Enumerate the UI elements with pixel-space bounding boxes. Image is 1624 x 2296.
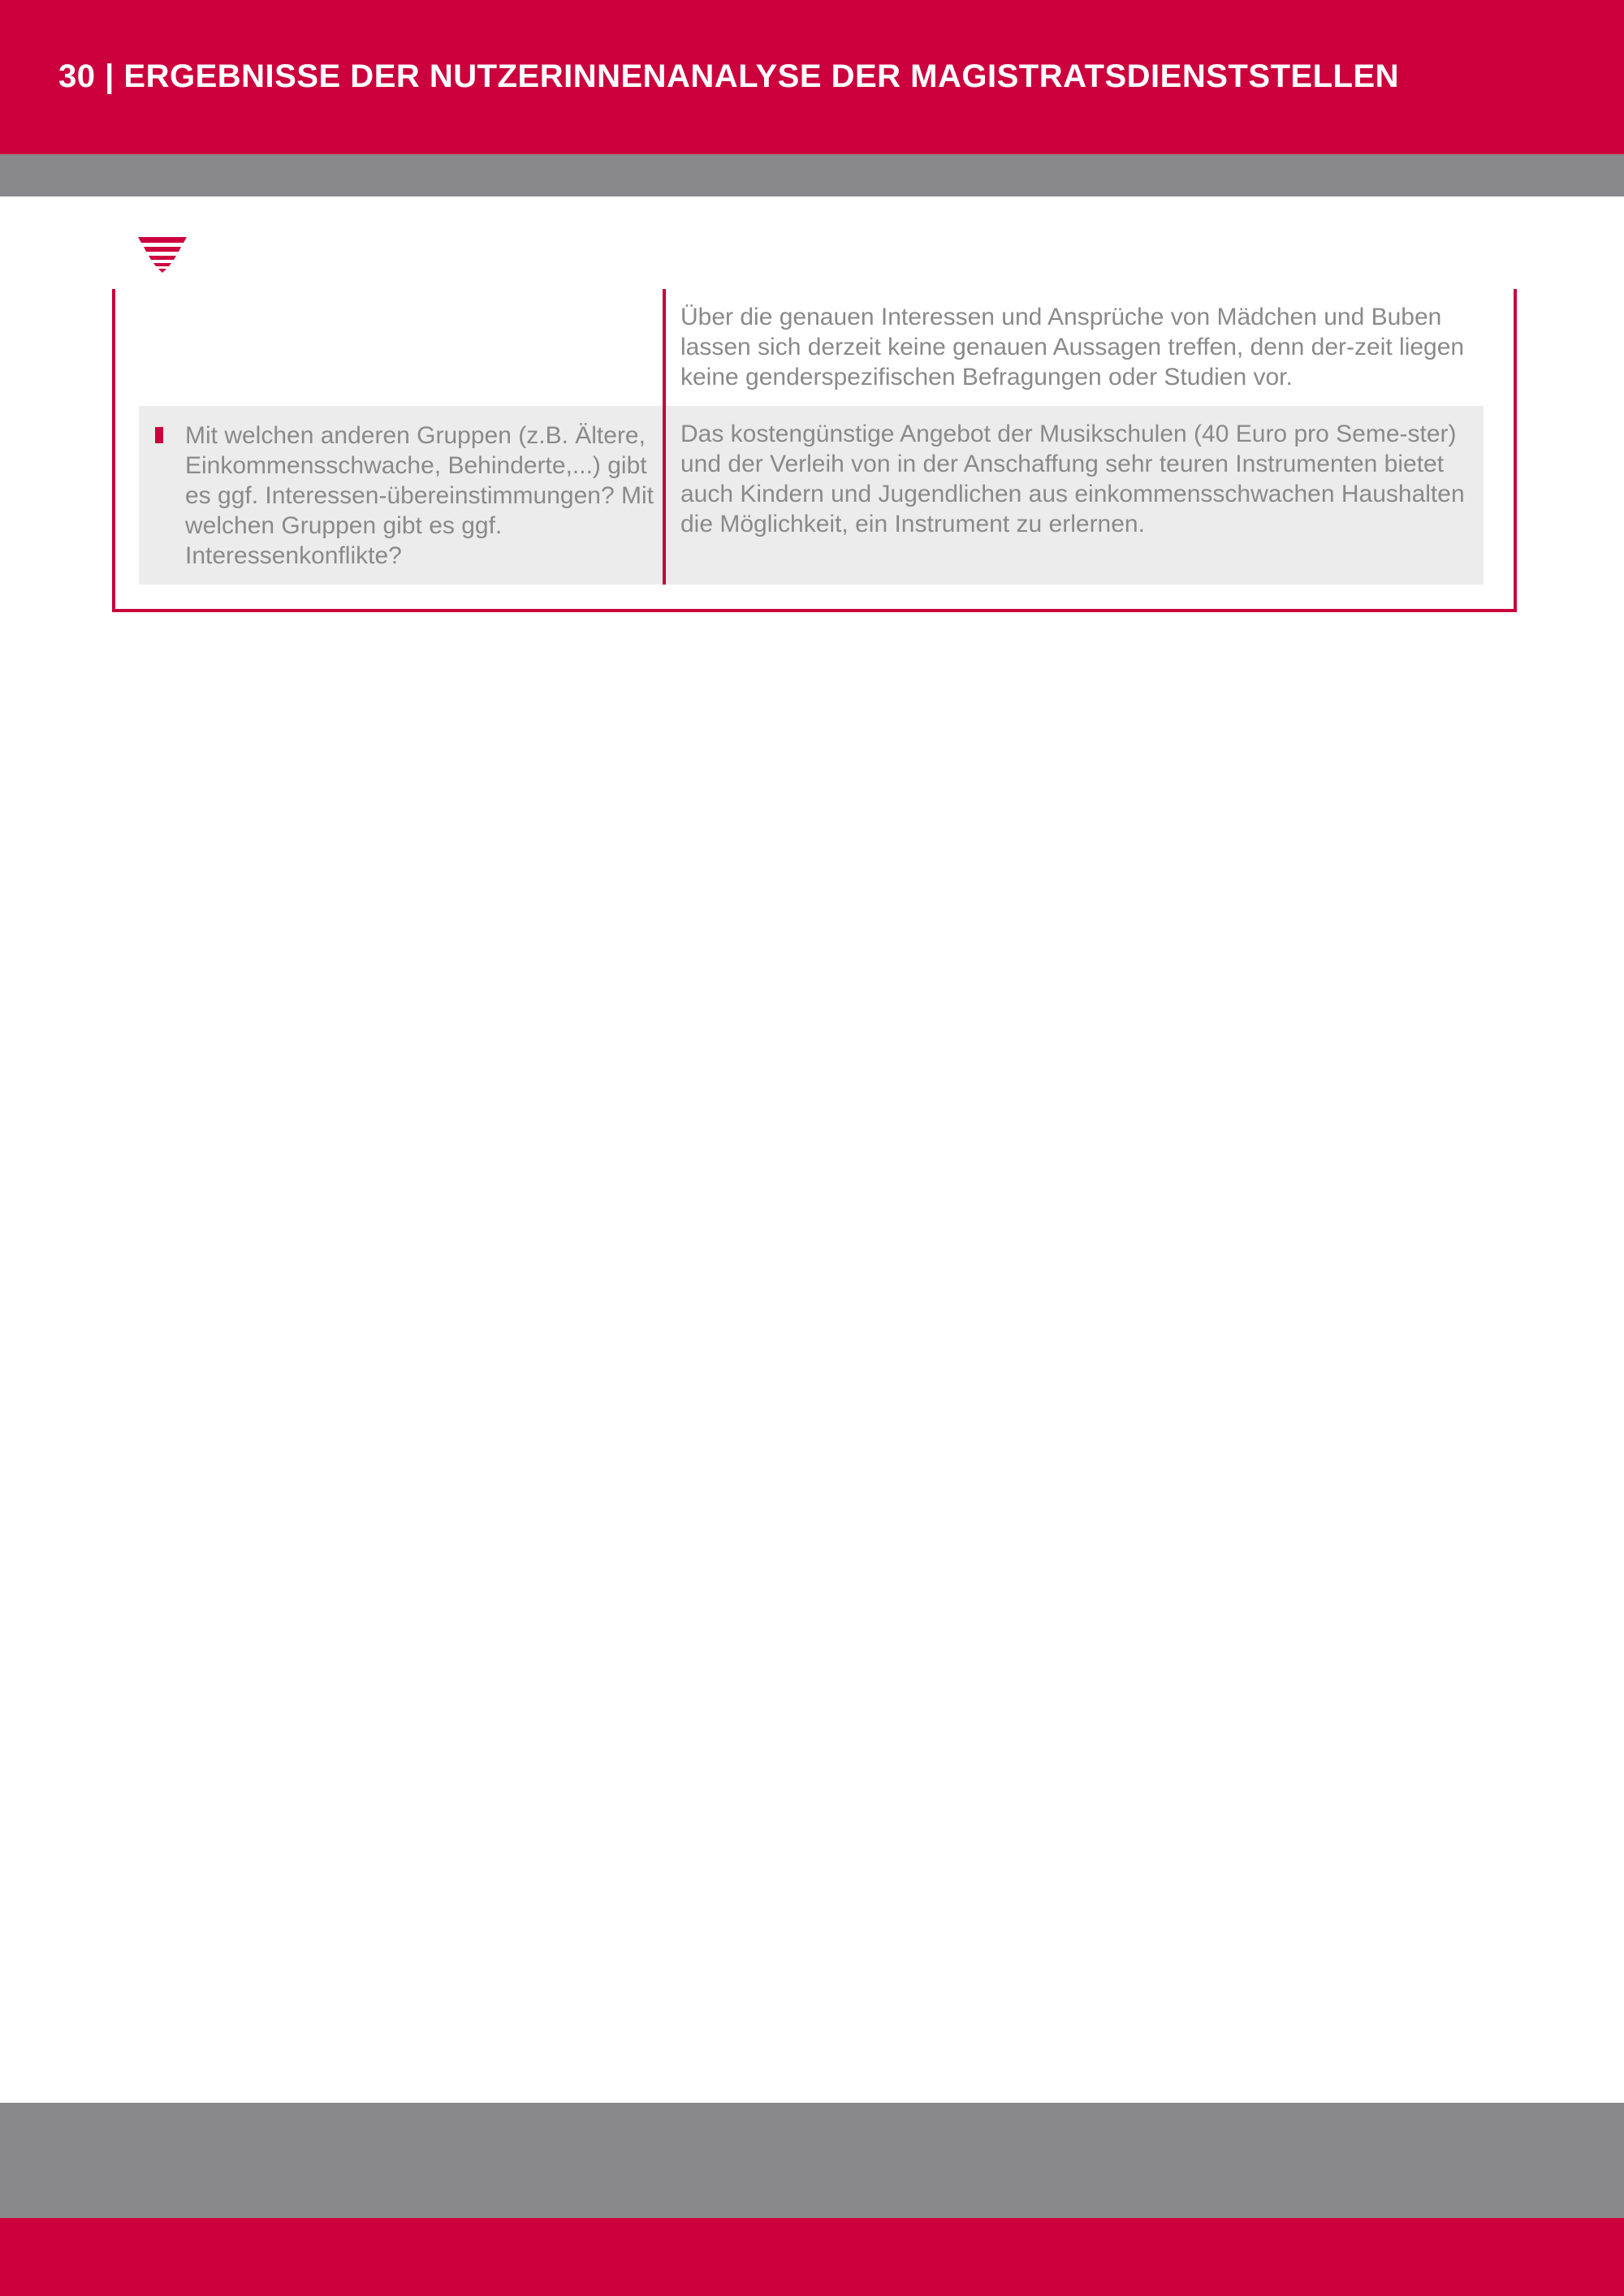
table-row-2-answer: Das kostengünstige Angebot der Musikschulen (40 Euro pro Seme-ster) und der Verleih von in der Anschaffung sehr teuren Instrumenten bietet auch Kindern und Jugendlichen aus einkommensschwachen Haushalten die Möglichkeit, ein Instrument zu erlernen. (680, 421, 1465, 537)
page-header (0, 0, 1624, 154)
header-gray-band (0, 154, 1624, 196)
bullet-marker-icon (155, 427, 163, 443)
triangle-stripes-icon (138, 237, 187, 273)
table-row-2-question: Mit welchen anderen Gruppen (z.B. Ältere, Einkommensschwache, Behinderte,...) gibt es ggf. Interessen-übereinstimmungen? Mit welchen Gruppen gibt es ggf. Interessenkonflikte? (185, 422, 654, 569)
table-column-divider (663, 289, 666, 585)
page-footer (0, 2218, 1624, 2296)
table-row-1-answer: Über die genauen Interessen und Ansprüche von Mädchen und Buben lassen sich derzeit keine genauen Aussagen treffen, denn der-zeit liegen keine genderspezifischen Befragungen oder Studien vor. (680, 304, 1465, 391)
footer-gray-band (0, 2103, 1624, 2218)
page-title: 30 | ERGEBNISSE DER NUTZERINNENANALYSE DER MAGISTRATSDIENSTSTELLEN (58, 58, 1400, 94)
